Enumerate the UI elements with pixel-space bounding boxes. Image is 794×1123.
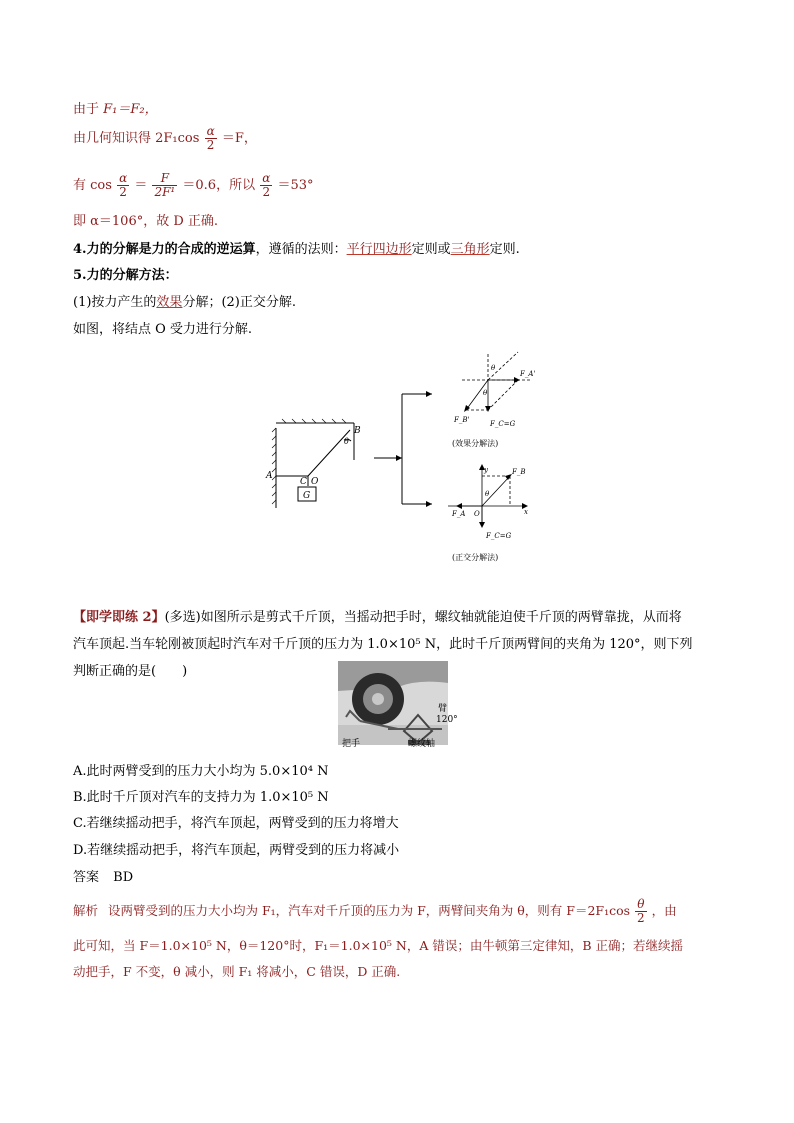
fraction-numerator: F [152, 172, 177, 186]
force-decomposition-figure [262, 348, 542, 566]
jack-photo-drawing [338, 661, 448, 745]
effect-decomposition-diagram [462, 352, 530, 410]
point-5-text: 分解；(2)正交分解. [182, 295, 296, 310]
point-4-underlined-1: 平行四边形 [346, 242, 412, 257]
solution-text: ＝F， [221, 131, 257, 146]
exercise-line-3 [73, 638, 188, 679]
arrow-head [426, 391, 432, 397]
option-D: D.若继续摇动把手，将汽车顶起，两臂受到的压力将减小 [73, 843, 400, 858]
fraction-numerator: θ [635, 898, 647, 912]
fraction-numerator: α [262, 171, 271, 185]
point-4-title: 4.力的分解是力的合成的逆运算 [73, 242, 256, 257]
solution-line-3 [73, 172, 314, 199]
fraction-denominator: 2 [119, 185, 127, 199]
exercise-text: (多选)如图所示是剪式千斤顶，当摇动把手时，螺纹轴就能迫使千斤顶的两臂靠拢，从而将 [164, 610, 682, 625]
answer-label: 答案 [73, 870, 100, 885]
jack-photo [338, 661, 448, 745]
fraction [117, 172, 129, 199]
arrow-head [396, 455, 402, 461]
fraction [260, 172, 272, 199]
solution-line-4 [73, 210, 218, 229]
point-5-title: 5.力的分解方法： [73, 268, 178, 283]
label-O: O [311, 477, 319, 487]
photo-label-arm: 臂 [438, 704, 448, 714]
point-5-line-1 [73, 291, 296, 310]
solution-equation: F₁＝F₂， [103, 102, 158, 117]
analysis-line-1 [73, 898, 677, 925]
point-4-text: ，遵循的法则： [255, 242, 347, 257]
point-4-text: 定则. [489, 242, 520, 257]
photo-label-screw: 螺纹轴 [408, 739, 436, 749]
fraction-denominator: 2 [262, 185, 271, 199]
solution-text: ＝53° [277, 178, 314, 193]
point-5-text: (1)按力产生的 [73, 295, 157, 310]
label-theta-top: θ [491, 364, 496, 372]
label-A: A [266, 471, 273, 481]
analysis-text: ，由 [651, 903, 677, 918]
label-G: G [303, 491, 311, 501]
analysis-text: 设两臂受到的压力大小均为 F₁，汽车对千斤顶的压力为 F，两臂间夹角为 θ，则有 F＝2F₁cos [108, 903, 631, 918]
exercise-line-2: 汽车顶起.当车轮刚被顶起时汽车对千斤顶的压力为 1.0×10⁵ N，此时千斤顶两臂间的夹角为 120°，则下列 [73, 637, 693, 652]
point-4-text: 定则或 [411, 242, 451, 257]
answer-line [73, 866, 133, 885]
analysis-line-3: 动把手，F 不变，θ 减小，则 F₁ 将减小，C 错误，D 正确. [73, 964, 401, 979]
fraction-denominator: 2F¹ [154, 185, 176, 199]
answer-value: BD [113, 870, 134, 885]
option-C: C.若继续摇动把手，将汽车顶起，两臂受到的压力将增大 [73, 816, 399, 831]
label-x: x [524, 508, 528, 516]
label-FA-prime: F_A' [520, 370, 536, 378]
bracket-diagram [272, 419, 354, 508]
photo-label-handle: 把手 [342, 739, 361, 749]
label-FB: F_B [512, 468, 526, 476]
fraction [205, 125, 217, 152]
point-5-underlined: 效果 [156, 295, 183, 310]
label-FA: F_A [452, 510, 466, 518]
arrow-head [505, 474, 512, 480]
label-y: y [484, 466, 488, 474]
label-C: C [300, 477, 307, 487]
fraction-denominator: 2 [206, 138, 215, 152]
photo-label-angle: 120° [436, 715, 458, 725]
exercise-text: 判断正确的是( ) [73, 664, 188, 679]
arrow-head [426, 501, 432, 507]
fraction [152, 172, 177, 199]
fraction-numerator: α [206, 124, 215, 138]
solution-text: 由于 [73, 102, 100, 117]
exercise-line-1 [73, 606, 682, 625]
fraction [635, 898, 647, 925]
arrow-head [456, 503, 462, 509]
solution-text: 有 cos [73, 178, 112, 193]
option-B: B.此时千斤顶对汽车的支持力为 1.0×10⁵ N [73, 790, 329, 805]
analysis-line-2: 此可知，当 F＝1.0×10⁵ N，θ＝120°时，F₁＝1.0×10⁵ N，A 错误；由牛顿第三定律知，B 正确；若继续摇 [73, 938, 683, 953]
solution-text: 由几何知识得 2F₁cos [73, 131, 200, 146]
fraction-denominator: 2 [637, 911, 645, 925]
solution-line-2 [73, 125, 257, 152]
label-theta-ortho: θ [485, 490, 490, 498]
label-theta-inner: θ [483, 389, 488, 397]
arrow-head [479, 522, 485, 528]
solution-line-1 [73, 98, 158, 117]
fraction-numerator: α [119, 171, 128, 185]
option-A: A.此时两臂受到的压力大小均为 5.0×10⁴ N [73, 764, 329, 779]
point-4-underlined-2: 三角形 [450, 242, 490, 257]
solution-text: ＝0.6，所以 [182, 178, 256, 193]
analysis-label: 解析 [73, 903, 99, 918]
label-FC-G-top: F_C=G [490, 420, 516, 428]
arrow-head [485, 406, 491, 412]
solution-text: ＝ [134, 178, 148, 193]
label-FC-G-bottom: F_C=G [486, 532, 512, 540]
exercise-tag: 【即学即练 2】 [73, 610, 165, 625]
caption-ortho: (正交分解法) [452, 553, 499, 562]
branch-arrows [374, 394, 432, 504]
label-FB-prime: F_B' [454, 416, 470, 424]
point-5-line-2: 如图，将结点 O 受力进行分解. [73, 322, 253, 337]
point-4 [73, 238, 520, 257]
solution-text: 即 α＝106°，故 D 正确. [73, 214, 219, 229]
label-theta: θ [344, 437, 349, 446]
label-B: B [354, 426, 361, 436]
caption-effect: (效果分解法) [452, 439, 499, 448]
label-O-ortho: O [474, 510, 480, 518]
